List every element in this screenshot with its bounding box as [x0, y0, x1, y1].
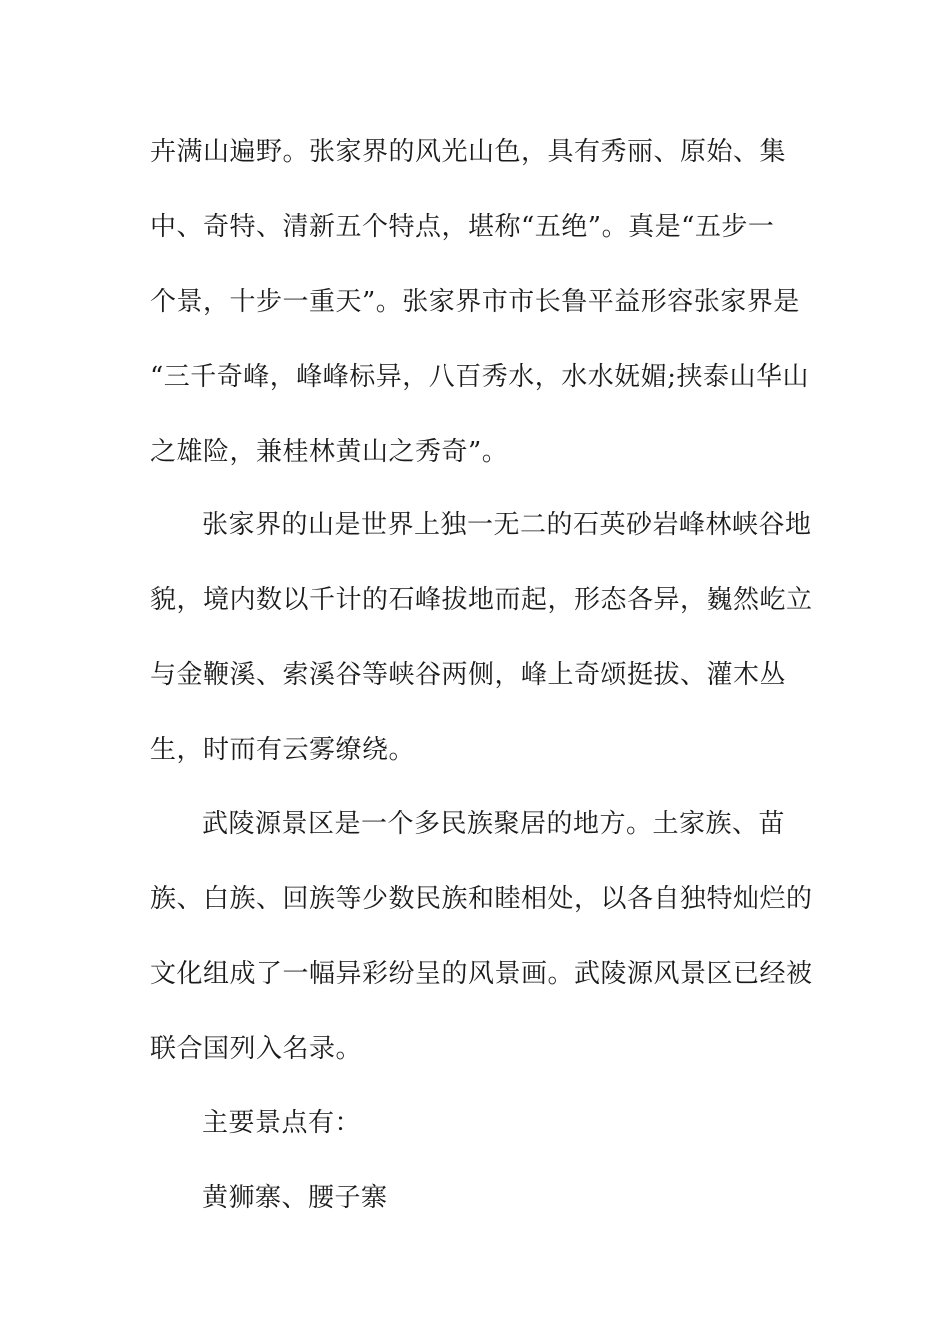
paragraph-1-line-1: 卉满山遍野。张家界的风光山色，具有秀丽、原始、集	[150, 137, 787, 167]
paragraph-1-line-3: 个景，十步一重天”。张家界市市长鲁平益形容张家界是	[150, 287, 800, 317]
paragraph-3-line-1: 武陵源景区是一个多民族聚居的地方。土家族、苗	[202, 809, 786, 839]
paragraph-3-line-2: 族、白族、回族等少数民族和睦相处，以各自独特灿烂的	[150, 884, 813, 914]
paragraph-2-line-3: 与金鞭溪、索溪谷等峡谷两侧，峰上奇颂挺拔、灌木丛	[150, 660, 787, 690]
paragraph-3-line-3: 文化组成了一幅异彩纷呈的风景画。武陵源风景区已经被	[150, 959, 813, 989]
paragraph-5-line-1: 黄狮寨、腰子寨	[202, 1183, 388, 1213]
paragraph-2-line-2: 貌，境内数以千计的石峰拔地而起，形态各异，巍然屹立	[150, 585, 813, 615]
paragraph-2-line-4: 生，时而有云雾缭绕。	[150, 735, 416, 765]
paragraph-1-line-4: “三千奇峰，峰峰标异，八百秀水，水水妩媚;挟泰山华山	[150, 362, 810, 392]
paragraph-2-line-1: 张家界的山是世界上独一无二的石英砂岩峰林峡谷地	[202, 510, 812, 540]
paragraph-4-line-1: 主要景点有：	[202, 1108, 362, 1138]
paragraph-1-line-5: 之雄险，兼桂林黄山之秀奇”。	[150, 437, 509, 467]
paragraph-1-line-2: 中、奇特、清新五个特点，堪称“五绝”。真是“五步一	[150, 212, 775, 242]
paragraph-3-line-4: 联合国列入名录。	[150, 1034, 363, 1064]
